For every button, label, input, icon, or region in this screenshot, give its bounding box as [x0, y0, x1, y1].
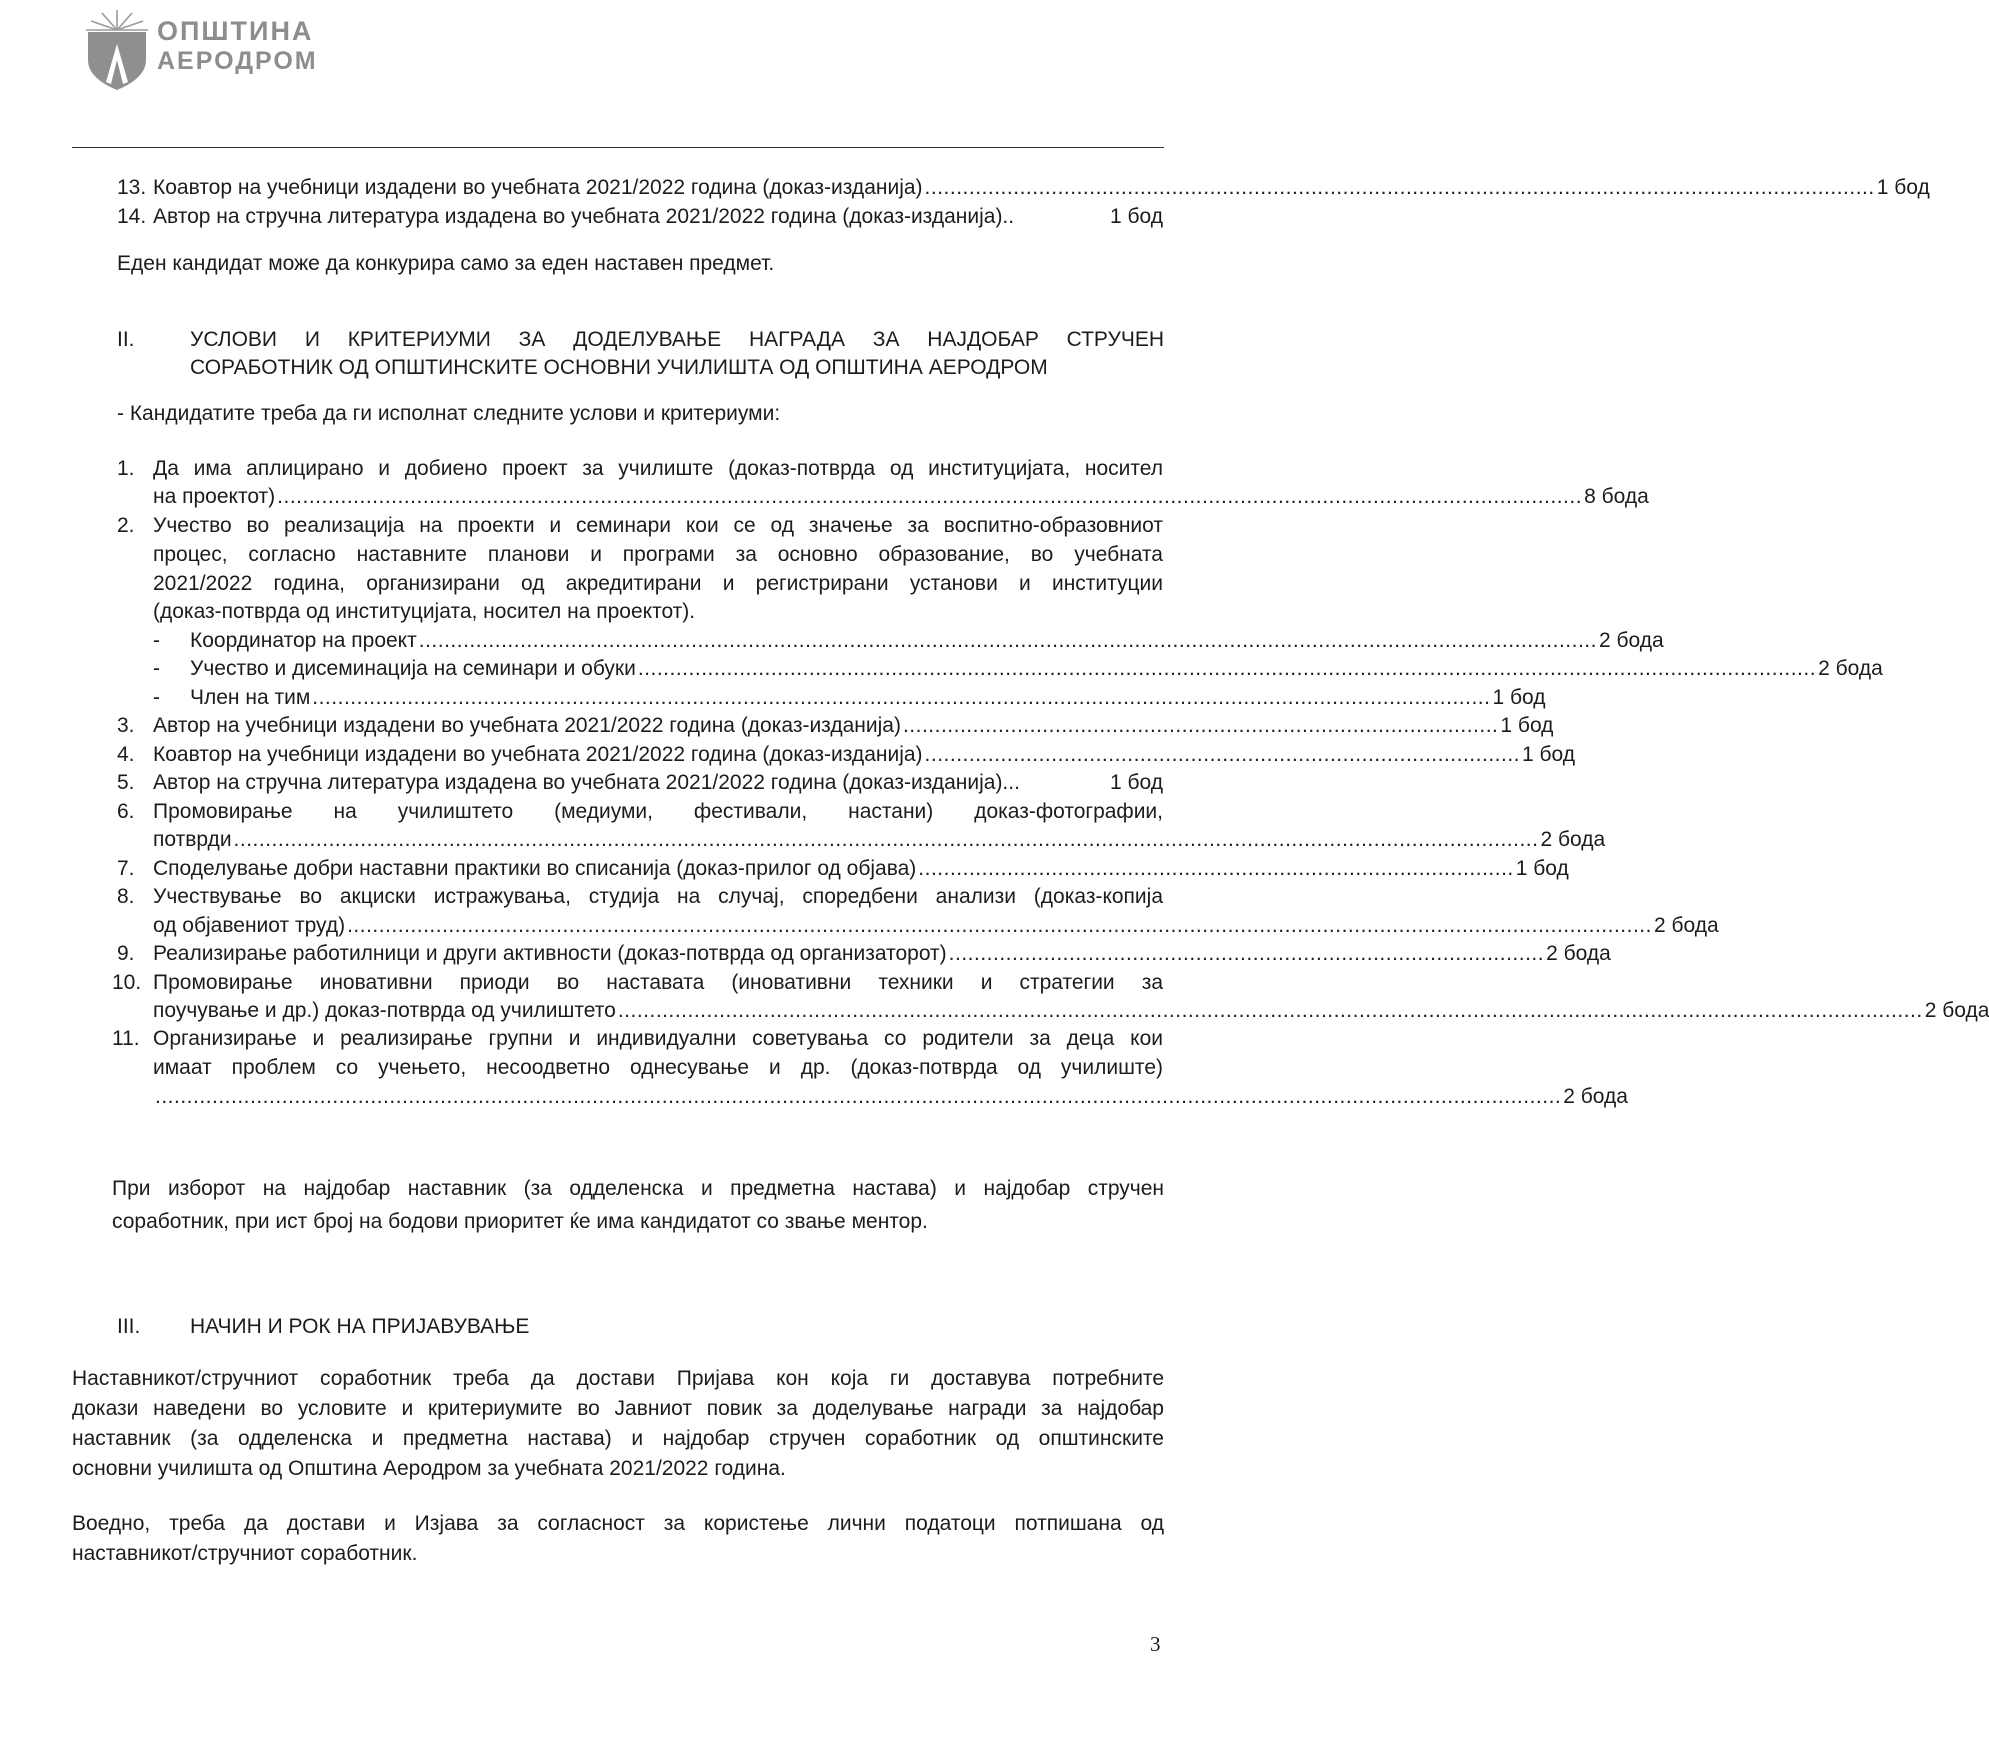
item-points: 1 бод [1876, 176, 1930, 199]
sub-item [190, 655, 1883, 683]
section-numeral: III. [117, 1315, 141, 1338]
application-paragraph-line: Наставникот/стручниот соработник треба да достави Пријава кон која ги доставува потребните [72, 1367, 1164, 1390]
item-points: 1 бод [1515, 857, 1569, 880]
municipality-brand [157, 16, 318, 76]
brand-line-2: АЕРОДРОМ [157, 47, 318, 76]
item-points: 2 бода [1924, 999, 1989, 1022]
item-text: 2021/2022 година, организирани од акредитирани и регистрирани установи и институции [153, 572, 1163, 595]
dot-leader: .............................................................................................. [918, 857, 1514, 880]
list-item [153, 483, 1649, 511]
header-divider [72, 147, 1164, 148]
dot-leader: .......................................................................................................................................................................................... [312, 686, 1491, 709]
item-points: 1 бод [1109, 205, 1163, 228]
item-text: Коавтор на учебници издадени во учебната 2021/2022 година (доказ-изданија) [153, 743, 923, 766]
item-number: 6. [117, 800, 135, 823]
dot-leader: .............................................................................................. [902, 714, 1499, 737]
priority-paragraph-line: соработник, при ист број на бодови приоритет ќе има кандидатот со звање ментор. [112, 1210, 928, 1233]
item-number: 14. [117, 205, 147, 228]
list-item [153, 997, 1989, 1025]
list-item [153, 712, 1554, 740]
item-text: имаат проблем со учењето, несоодветно однесување и др. (доказ-потврда од училиште) [153, 1056, 1163, 1079]
item-number: 1. [117, 457, 135, 480]
dot-leader: .......................................................................................................................................................................................... [637, 657, 1817, 680]
one-subject-note: Еден кандидат може да конкурира само за еден наставен предмет. [117, 252, 775, 275]
priority-paragraph-line: При изборот на најдобар наставник (за одделенска и предметна настава) и најдобар стручен [112, 1177, 1164, 1200]
item-number: 5. [117, 771, 135, 794]
item-text: Автор на учебници издадени во учебната 2021/2022 година (доказ-изданија) [153, 714, 901, 737]
item-text: Споделување добри наставни практики во списанија (доказ-прилог од објава) [153, 857, 917, 880]
list-item [153, 203, 1163, 231]
item-text: потврди [153, 828, 232, 851]
dot-leader: .............................................................................................................................................................................................................. [617, 999, 1923, 1022]
dot-leader: .............................................................................................................................................................................................................. [347, 914, 1652, 937]
consent-paragraph-line: наставникот/стручниот соработник. [72, 1542, 418, 1565]
section-title-line: УСЛОВИ И КРИТЕРИУМИ ЗА ДОДЕЛУВАЊЕ НАГРАДА ЗА НАЈДОБАР СТРУЧЕН [190, 328, 1164, 351]
item-text: Учество во реализација на проекти и семинари кои се од значење за воспитно-образовниот [153, 514, 1163, 537]
item-points: 1 бод [1500, 714, 1554, 737]
item-text: од објавениот труд) [153, 914, 346, 937]
sub-item [190, 684, 1546, 712]
item-number: 13. [117, 176, 147, 199]
sub-item-dash: - [153, 686, 160, 709]
sub-item [190, 627, 1664, 655]
item-text: процес, согласно наставните планови и програми за основно образование, во учебната [153, 543, 1163, 566]
application-paragraph-line: основни училишта од Општина Аеродром за учебната 2021/2022 година. [72, 1457, 786, 1480]
item-number: 7. [117, 857, 135, 880]
item-number: 9. [117, 942, 135, 965]
list-item [153, 912, 1719, 940]
consent-paragraph-line: Воедно, треба да достави и Изјава за согласност за користење лични податоци потпишана од [72, 1512, 1164, 1535]
item-number: 2. [117, 514, 135, 537]
item-number: 4. [117, 743, 135, 766]
item-text: Коавтор на учебници издадени во учебната 2021/2022 година (доказ-изданија) [153, 176, 923, 199]
item-number: 8. [117, 885, 135, 908]
item-text: Автор на стручна литература издадена во учебната 2021/2022 година (доказ-изданија)... [153, 771, 1020, 794]
sub-item-dash: - [153, 657, 160, 680]
item-text: Промовирање иновативни приоди во наставата (иновативни техники и стратегии за [153, 971, 1163, 994]
item-text: поучување и др.) доказ-потврда од училиштето [153, 999, 616, 1022]
item-points: 2 бода [1540, 828, 1606, 851]
sub-item-text: Координатор на проект [190, 629, 417, 652]
item-text: на проектот) [153, 485, 276, 508]
list-item [153, 940, 1611, 968]
item-text: Реализирање работилници и други активности (доказ-потврда од организаторот) [153, 942, 947, 965]
item-points: 2 бода [1563, 1085, 1628, 1108]
dot-leader: .............................................................................................. [948, 942, 1545, 965]
item-text: Учествување во акциски истражувања, студија на случај, споредбени анализи (доказ-копија [153, 885, 1163, 908]
list-item [153, 826, 1606, 854]
sub-item-points: 2 бода [1818, 657, 1883, 680]
item-text: Да има аплицирано и добиено проект за училиште (доказ-потврда од институцијата, носител [153, 457, 1163, 480]
dot-leader: .............................................................................................. [924, 743, 1520, 766]
list-item [153, 741, 1576, 769]
sub-item-points: 1 бод [1492, 686, 1546, 709]
item-text: Промовирање на училиштето (медиуми, фестивали, настани) доказ-фотографии, [153, 800, 1163, 823]
sub-item-text: Член на тим [190, 686, 311, 709]
dot-leader: .............................................................................................................................................................................................................. [277, 485, 1583, 508]
list-item [153, 174, 1930, 202]
item-text: Автор на стручна литература издадена во учебната 2021/2022 година (доказ-изданија).. [153, 205, 1015, 228]
item-points: 8 бода [1584, 485, 1649, 508]
criteria-intro: - Кандидатите треба да ги исполнат следните услови и критериуми: [117, 402, 781, 425]
item-number: 10. [112, 971, 142, 994]
item-text: (доказ-потврда од институцијата, носител на проектот). [153, 600, 696, 623]
dot-leader: .......................................................................................................................................................................................... [418, 629, 1597, 652]
sub-item-dash: - [153, 629, 160, 652]
sub-item-points: 2 бода [1598, 629, 1664, 652]
brand-line-1: ОПШТИНА [157, 16, 314, 46]
section-numeral: II. [117, 328, 135, 351]
section-title-line: СОРАБОТНИК ОД ОПШТИНСКИТЕ ОСНОВНИ УЧИЛИШТА ОД ОПШТИНА АЕРОДРОМ [190, 356, 1048, 379]
list-item [153, 855, 1569, 883]
application-paragraph-line: докази наведени во условите и критериумите во Јавниот повик за доделување награди за најдобар [72, 1397, 1164, 1420]
list-item [153, 1083, 1628, 1111]
municipality-crest-icon [82, 8, 152, 92]
item-text: Организирање и реализирање групни и индивидуални советувања со родители за деца кои [153, 1027, 1163, 1050]
item-number: 11. [112, 1027, 140, 1050]
item-points: 1 бод [1109, 771, 1163, 794]
item-points: 2 бода [1546, 942, 1611, 965]
sub-item-text: Учество и дисеминација на семинари и обуки [190, 657, 636, 680]
item-points: 1 бод [1522, 743, 1576, 766]
page-number: 3 [1150, 1632, 1161, 1656]
dot-leader: .............................................................................................................................................................................................................................. [155, 1085, 1562, 1108]
dot-leader: .............................................................................................................................................................................................................. [233, 828, 1539, 851]
dot-leader: ...................................................................................................................................................... [924, 176, 1875, 199]
item-number: 3. [117, 714, 135, 737]
application-paragraph-line: наставник (за одделенска и предметна настава) и најдобар стручен соработник од општинските [72, 1427, 1164, 1450]
item-points: 2 бода [1653, 914, 1719, 937]
section-title: НАЧИН И РОК НА ПРИЈАВУВАЊЕ [190, 1315, 530, 1338]
list-item [153, 769, 1163, 797]
